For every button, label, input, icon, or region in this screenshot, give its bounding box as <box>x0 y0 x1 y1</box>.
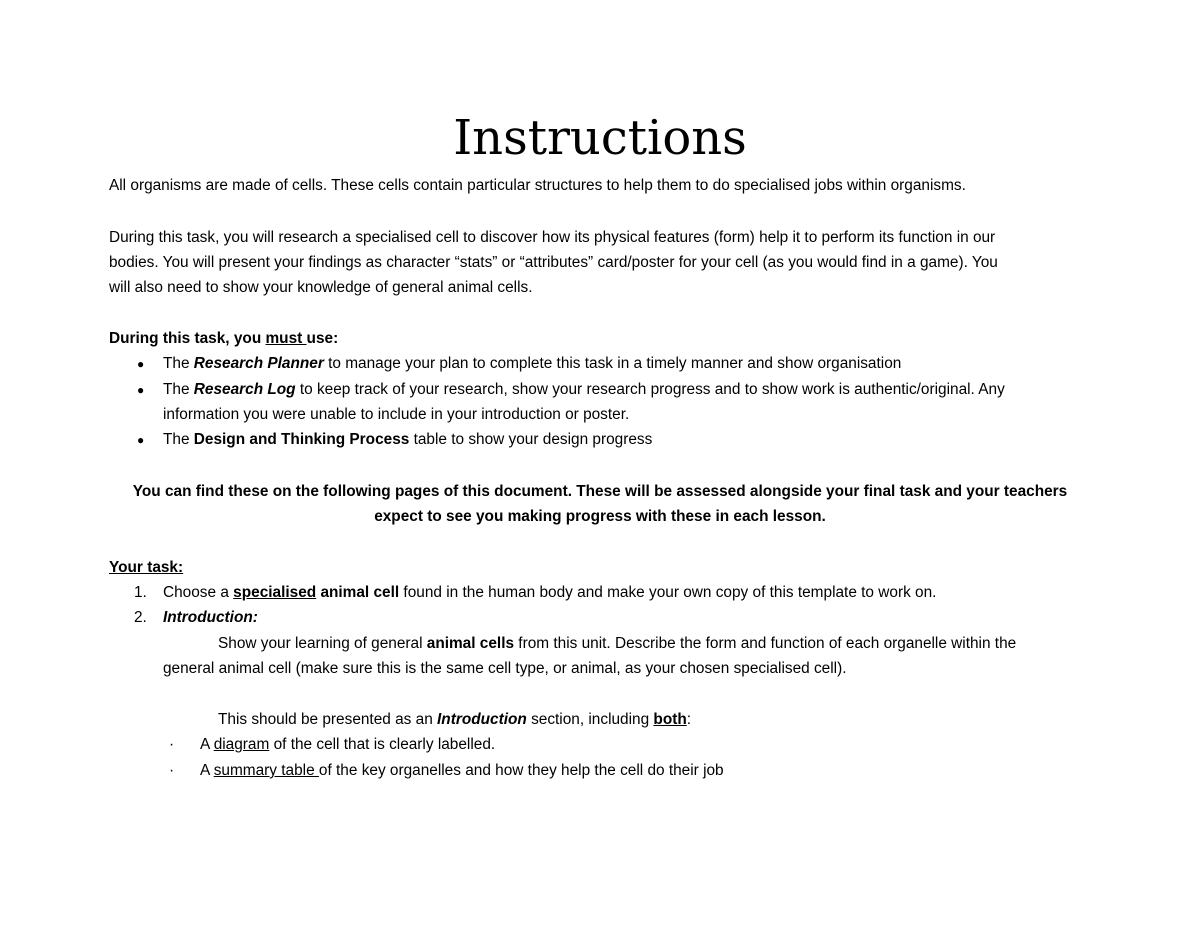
your-task-heading: Your task: <box>109 559 184 576</box>
bullet-pre: The <box>163 355 194 372</box>
intro-paragraph: All organisms are made of cells. These cells contain particular structures to help them to do specialised jobs within organisms. <box>109 177 966 194</box>
introduction-description-line-1 <box>218 631 1016 656</box>
desc-pre: Show your learning of general <box>218 635 427 652</box>
animal-cells-word: animal cells <box>426 635 515 652</box>
assessment-note-line-1: You can find these on the following pages of this document. These will be assessed alongside your final task and your teachers <box>132 483 1068 500</box>
task-paragraph-line-2: bodies. You will present your findings as character “stats” or “attributes” card/poster for your cell (as you would find in a game). You <box>109 254 998 271</box>
bullet-pre: The <box>163 381 194 398</box>
page-title: Instructions <box>453 110 747 166</box>
sub-pre: A <box>200 736 214 753</box>
task-paragraph-line-1: During this task, you will research a specialised cell to discover how its physical features (form) help it to perform its function in our <box>109 229 996 246</box>
must-use-post: use: <box>306 330 339 347</box>
step-choose-cell <box>163 580 936 605</box>
sub-item-diagram <box>200 732 495 757</box>
bullet-glyph: ● <box>137 357 145 371</box>
both-word: both <box>653 711 687 728</box>
step-pre: Choose a <box>163 584 234 601</box>
presentation-requirement <box>218 707 691 732</box>
introduction-description-line-2: general animal cell (make sure this is the same cell type, or animal, as your chosen specialised cell). <box>163 660 847 677</box>
step-number: 2. <box>134 609 147 626</box>
bullet-post: table to show your design progress <box>409 431 653 448</box>
sub-item-summary-table <box>200 758 724 783</box>
bullet-research-log-continued: information you were unable to include in your introduction or poster. <box>163 406 630 423</box>
sub-bullet-glyph: · <box>169 736 175 753</box>
must-word: must <box>265 330 307 347</box>
sub-pre: A <box>200 762 214 779</box>
bullet-post: to manage your plan to complete this task in a timely manner and show organisation <box>323 355 902 372</box>
step-number: 1. <box>134 584 147 601</box>
assessment-note-line-2: expect to see you making progress with these in each lesson. <box>374 508 826 525</box>
sub-post: of the cell that is clearly labelled. <box>269 736 496 753</box>
bullet-research-planner <box>163 351 901 376</box>
diagram-word: diagram <box>213 736 270 753</box>
present-pre: This should be presented as an <box>218 711 438 728</box>
bullet-design-process <box>163 427 652 452</box>
sub-post: of the key organelles and how they help the cell do their job <box>318 762 724 779</box>
animal-cell-word: animal cell <box>316 584 400 601</box>
task-paragraph-line-3: will also need to show your knowledge of general animal cells. <box>109 279 533 296</box>
desc-post: from this unit. Describe the form and function of each organelle within the <box>514 635 1017 652</box>
specialised-word: specialised <box>233 584 317 601</box>
summary-table-word: summary table <box>213 762 319 779</box>
bullet-research-log <box>163 377 1005 402</box>
present-mid: section, including <box>526 711 654 728</box>
bullet-post: to keep track of your research, show your research progress and to show work is authentic/original. Any <box>295 381 1005 398</box>
design-process-label: Design and Thinking Process <box>193 431 410 448</box>
research-planner-label: Research Planner <box>193 355 324 372</box>
bullet-pre: The <box>163 431 194 448</box>
introduction-word: Introduction <box>437 711 527 728</box>
must-use-heading <box>109 326 338 351</box>
present-post: : <box>686 711 692 728</box>
must-use-pre: During this task, you <box>109 330 266 347</box>
bullet-glyph: ● <box>137 433 145 447</box>
step-introduction-label: Introduction: <box>163 609 258 626</box>
bullet-glyph: ● <box>137 383 145 397</box>
step-post: found in the human body and make your own copy of this template to work on. <box>399 584 937 601</box>
sub-bullet-glyph: · <box>169 762 175 779</box>
research-log-label: Research Log <box>193 381 296 398</box>
